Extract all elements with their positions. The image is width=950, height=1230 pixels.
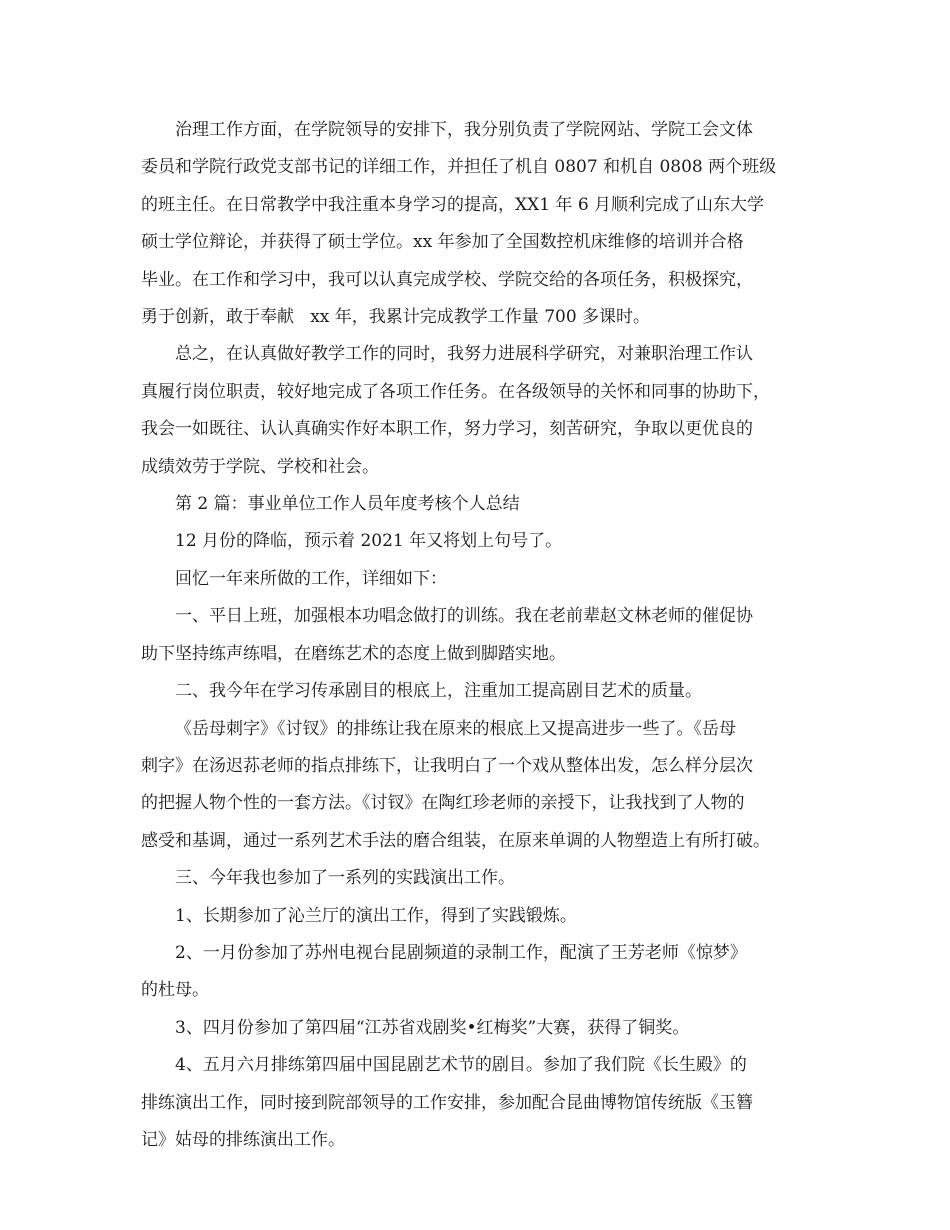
- document-page: [141, 112, 831, 1159]
- text-line: 4、五月六月排练第四届中国昆剧艺术节的剧目。参加了我们院《长生殿》的: [175, 1055, 747, 1076]
- paragraph-item-three: [141, 860, 831, 897]
- text-line: 的杜母。: [141, 980, 209, 1001]
- text-line: 真履行岗位职责，较好地完成了各项工作任务。在各级领导的关怀和同事的协助下，: [141, 381, 770, 402]
- paragraph-summary: [141, 336, 831, 486]
- text-line: 一、平日上班，加强根本功唱念做打的训练。我在老前辈赵文林老师的催促协: [175, 606, 753, 627]
- text-line: 的班主任。在日常教学中我注重本身学习的提高，XX1 年 6 月顺利完成了山东大学: [141, 194, 765, 215]
- paragraph-sub-4: [141, 1047, 831, 1159]
- paragraph-review: [141, 561, 831, 598]
- text-line: 刺字》在汤迟荪老师的指点排练下，让我明白了一个戏从整体出发，怎么样分层次: [141, 755, 753, 776]
- paragraph-item-two: [141, 673, 831, 710]
- text-line: 1、长期参加了沁兰厅的演出工作，得到了实践锻炼。: [175, 905, 577, 926]
- text-line: 12 月份的降临，预示着 2021 年又将划上句号了。: [175, 531, 563, 552]
- paragraph-item-one: [141, 598, 831, 673]
- paragraph-december: [141, 523, 831, 560]
- text-line: 记》姑母的排练演出工作。: [141, 1129, 345, 1150]
- text-line: 治理工作方面，在学院领导的安排下，我分别负责了学院网站、学院工会文体: [175, 120, 753, 140]
- text-line: 二、我今年在学习传承剧目的根底上，注重加工提高剧目艺术的质量。: [175, 681, 702, 702]
- text-line: 硕士学位辩论，并获得了硕士学位。xx 年参加了全国数控机床维修的培训并合格: [141, 232, 744, 253]
- text-line: 三、今年我也参加了一系列的实践演出工作。: [175, 868, 515, 889]
- text-line: 第 2 篇：事业单位工作人员年度考核个人总结: [175, 494, 520, 515]
- text-line: 《岳母刺字》《讨钗》的排练让我在原来的根底上又提高进步一些了。《岳母: [175, 718, 736, 739]
- paragraph-sub-2: [141, 935, 831, 1010]
- text-line: 排练演出工作，同时接到院部领导的工作安排，参加配合昆曲博物馆传统版《玉簪: [141, 1092, 753, 1113]
- text-line: 助下坚持练声练唱，在磨练艺术的态度上做到脚踏实地。: [141, 643, 566, 664]
- text-line: 感受和基调，通过一系列艺术手法的磨合组装，在原来单调的人物塑造上有所打破。: [141, 830, 770, 851]
- text-line: 的把握人物个性的一套方法。《讨钗》在陶红珍老师的亲授下，让我找到了人物的: [141, 793, 745, 814]
- text-line: 委员和学院行政党支部书记的详细工作，并担任了机自 0807 和机自 0808 两个班级: [141, 157, 777, 178]
- text-line: 成绩效劳于学院、学校和社会。: [141, 456, 379, 477]
- text-line: 总之，在认真做好教学工作的同时，我努力进展科学研究，对兼职治理工作认: [175, 344, 753, 365]
- paragraph-sub-1: [141, 898, 831, 935]
- section-heading: [141, 486, 831, 523]
- paragraph-repertoire: [141, 711, 831, 861]
- paragraph-sub-3: [141, 1010, 831, 1047]
- text-line: 2、一月份参加了苏州电视台昆剧频道的录制工作，配演了王芳老师《惊梦》: [175, 942, 747, 963]
- text-line: 回忆一年来所做的工作，详细如下：: [175, 568, 447, 589]
- text-line: 3、四月份参加了第四届“江苏省戏剧奖•红梅奖”大赛，获得了铜奖。: [175, 1017, 690, 1038]
- text-line: 勇于创新，敢于奉献 xx 年，我累计完成教学工作量 700 多课时。: [141, 307, 651, 328]
- text-line: 我会一如既往、认认真确实作好本职工作，努力学习，刻苦研究，争取以更优良的: [141, 419, 753, 440]
- paragraph-management-work: [141, 112, 831, 336]
- text-line: 毕业。在工作和学习中，我可以认真完成学校、学院交给的各项任务，积极探究，: [141, 269, 753, 290]
